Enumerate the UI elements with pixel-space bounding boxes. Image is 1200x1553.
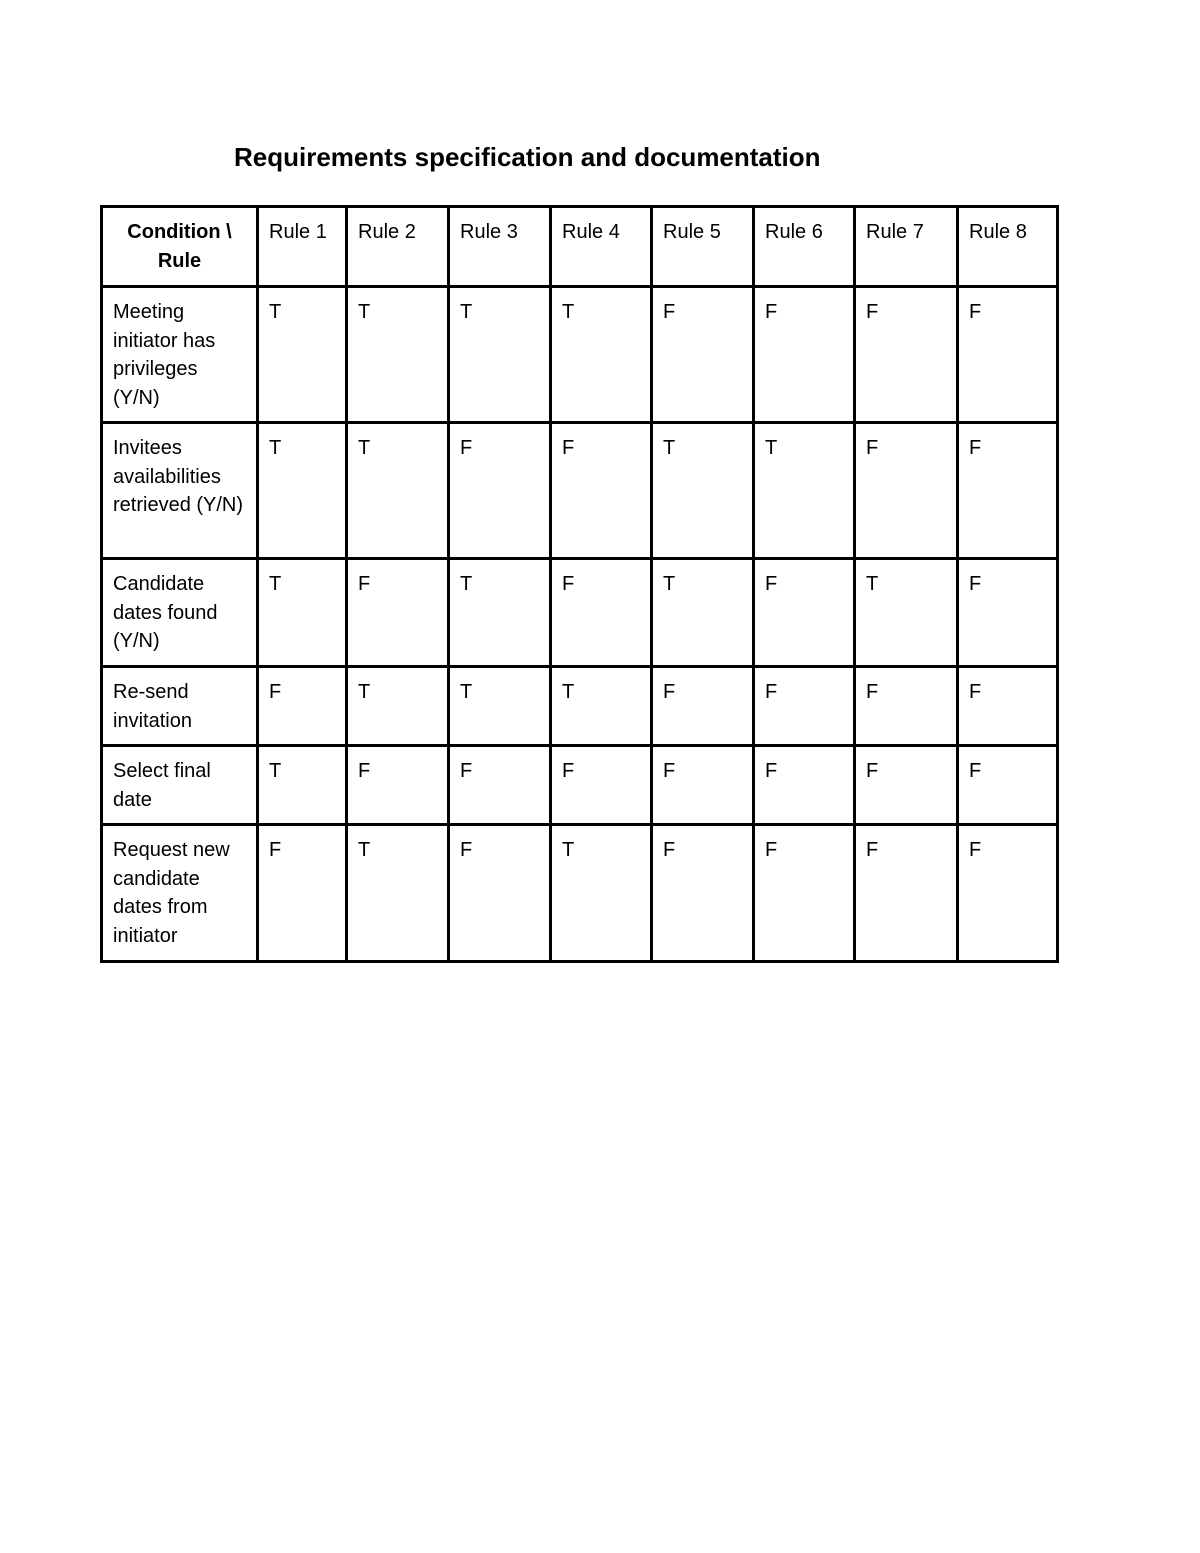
rule-header-cell: Rule 5: [652, 207, 754, 287]
rule-value-cell: F: [958, 287, 1058, 423]
table-row: [102, 825, 1058, 962]
rule-value-cell: F: [855, 423, 958, 559]
rule-value-cell: T: [551, 287, 652, 423]
rule-value-cell: T: [347, 287, 449, 423]
decision-table: [100, 205, 1059, 963]
rule-header-cell: Rule 8: [958, 207, 1058, 287]
condition-label-cell: Meeting initiator has privileges (Y/N): [102, 287, 258, 423]
rule-value-cell: F: [347, 746, 449, 825]
action-label-cell: Re-send invitation: [102, 667, 258, 746]
rule-value-cell: T: [754, 423, 855, 559]
rule-value-cell: F: [958, 423, 1058, 559]
rule-header-cell: Rule 7: [855, 207, 958, 287]
rule-value-cell: T: [551, 667, 652, 746]
rule-value-cell: F: [449, 825, 551, 962]
rule-value-cell: F: [958, 746, 1058, 825]
corner-header-cell: Condition \ Rule: [102, 207, 258, 287]
table-row: [102, 559, 1058, 667]
table-row: [102, 667, 1058, 746]
rule-value-cell: T: [347, 667, 449, 746]
rule-value-cell: F: [347, 559, 449, 667]
rule-value-cell: T: [449, 667, 551, 746]
rule-value-cell: F: [958, 559, 1058, 667]
rule-value-cell: T: [347, 825, 449, 962]
rule-value-cell: F: [652, 287, 754, 423]
rule-header-cell: Rule 6: [754, 207, 855, 287]
rule-value-cell: T: [855, 559, 958, 667]
rule-value-cell: T: [551, 825, 652, 962]
rule-header-cell: Rule 4: [551, 207, 652, 287]
table-row: [102, 287, 1058, 423]
rule-value-cell: T: [652, 559, 754, 667]
rule-value-cell: F: [754, 287, 855, 423]
rule-value-cell: F: [958, 825, 1058, 962]
rule-value-cell: T: [258, 423, 347, 559]
rule-value-cell: F: [551, 559, 652, 667]
rule-value-cell: F: [449, 423, 551, 559]
rule-value-cell: F: [754, 667, 855, 746]
action-label-cell: Request new candidate dates from initiator: [102, 825, 258, 962]
rule-value-cell: F: [958, 667, 1058, 746]
rule-value-cell: F: [258, 667, 347, 746]
rule-header-cell: Rule 2: [347, 207, 449, 287]
rule-value-cell: F: [855, 667, 958, 746]
rule-header-cell: Rule 1: [258, 207, 347, 287]
rule-header-cell: Rule 3: [449, 207, 551, 287]
rule-value-cell: F: [754, 825, 855, 962]
rule-value-cell: T: [449, 287, 551, 423]
rule-value-cell: F: [652, 825, 754, 962]
rule-value-cell: F: [754, 746, 855, 825]
rule-value-cell: F: [652, 746, 754, 825]
rule-value-cell: F: [754, 559, 855, 667]
rule-value-cell: F: [855, 287, 958, 423]
rule-value-cell: T: [258, 287, 347, 423]
rule-value-cell: T: [258, 559, 347, 667]
rule-value-cell: T: [652, 423, 754, 559]
rule-value-cell: F: [855, 825, 958, 962]
rule-value-cell: F: [551, 746, 652, 825]
condition-label-cell: Candidate dates found (Y/N): [102, 559, 258, 667]
action-label-cell: Select final date: [102, 746, 258, 825]
rule-value-cell: F: [855, 746, 958, 825]
condition-label-cell: Invitees availabilities retrieved (Y/N): [102, 423, 258, 559]
page-title: Requirements specification and documentation: [234, 142, 821, 172]
table-row: [102, 746, 1058, 825]
rule-value-cell: F: [449, 746, 551, 825]
table-header-row: [102, 207, 1058, 287]
rule-value-cell: T: [347, 423, 449, 559]
rule-value-cell: T: [449, 559, 551, 667]
rule-value-cell: F: [258, 825, 347, 962]
rule-value-cell: T: [258, 746, 347, 825]
rule-value-cell: F: [652, 667, 754, 746]
table-row: [102, 423, 1058, 559]
rule-value-cell: F: [551, 423, 652, 559]
